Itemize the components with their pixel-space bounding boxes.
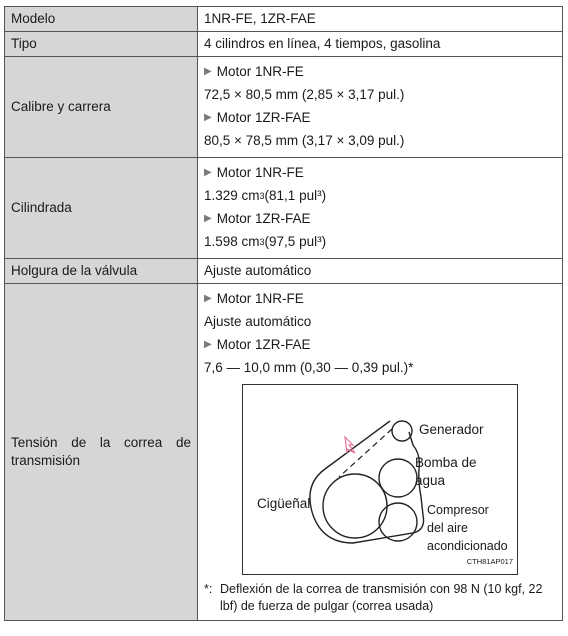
row-label-cilindrada: Cilindrada (5, 158, 198, 259)
engine-heading: Motor 1ZR-FAE (216, 110, 311, 125)
triangle-right-icon: ▶ (204, 293, 212, 304)
crankshaft-pulley (323, 474, 387, 538)
spec-value: 1.598 cm 3 (97,5 pul³) (204, 234, 327, 249)
table-row (5, 259, 563, 284)
specifications-table (4, 6, 563, 621)
spec-value: 7,6 — 10,0 mm (0,30 — 0,39 pul.)* (204, 360, 414, 375)
label-bomba-1: Bomba de (415, 455, 477, 470)
triangle-right-icon: ▶ (204, 112, 212, 123)
engine-heading: Motor 1ZR-FAE (216, 211, 311, 226)
row-label-modelo: Modelo (5, 7, 198, 32)
belt-diagram (242, 384, 518, 575)
label-compresor-3: acondicionado (427, 539, 508, 553)
table-row (5, 7, 563, 32)
row-value-tipo: 4 cilindros en línea, 4 tiempos, gasolina (198, 32, 563, 57)
spec-value: Ajuste automático (204, 314, 312, 329)
row-value-calibre (198, 57, 563, 158)
spec-value: 80,5 × 78,5 mm (3,17 × 3,09 pul.) (204, 133, 405, 148)
table-row (5, 57, 563, 158)
figure-code: CTH81AP017 (466, 557, 513, 566)
spec-value: 1.329 cm 3 (81,1 pul³) (204, 188, 327, 203)
row-label-tipo: Tipo (5, 32, 198, 57)
table-row (5, 284, 563, 621)
row-label-tension: Tensión de la correa de transmisión (5, 284, 198, 621)
label-compresor-1: Compresor (427, 503, 489, 517)
row-value-tension (198, 284, 563, 621)
triangle-right-icon: ▶ (204, 66, 212, 77)
row-value-cilindrada (198, 158, 563, 259)
label-compresor-2: del aire (427, 521, 468, 535)
label-bomba-2: agua (415, 473, 446, 488)
table-row (5, 32, 563, 57)
generator-pulley (392, 421, 412, 441)
triangle-right-icon: ▶ (204, 339, 212, 350)
engine-heading: Motor 1ZR-FAE (216, 337, 311, 352)
footnote: *: Deflexión de la correa de transmisión con 98 N (10 kgf, 22 lbf) de fuerza de pulgar (correa usada) (204, 582, 543, 613)
triangle-right-icon: ▶ (204, 167, 212, 178)
row-value-holgura: Ajuste automático (198, 259, 563, 284)
row-value-modelo: 1NR-FE, 1ZR-FAE (198, 7, 563, 32)
label-generador: Generador (419, 422, 484, 437)
water-pump-pulley (379, 459, 417, 497)
engine-heading: Motor 1NR-FE (216, 291, 304, 306)
label-ciguenal: Cigüeñal (257, 496, 311, 511)
row-label-calibre: Calibre y carrera (5, 57, 198, 158)
spec-value: 72,5 × 80,5 mm (2,85 × 3,17 pul.) (204, 87, 405, 102)
triangle-right-icon: ▶ (204, 213, 212, 224)
table-row (5, 158, 563, 259)
engine-heading: Motor 1NR-FE (216, 165, 304, 180)
engine-heading: Motor 1NR-FE (216, 64, 304, 79)
press-point-arrow-icon (345, 437, 355, 453)
row-label-holgura: Holgura de la válvula (5, 259, 198, 284)
